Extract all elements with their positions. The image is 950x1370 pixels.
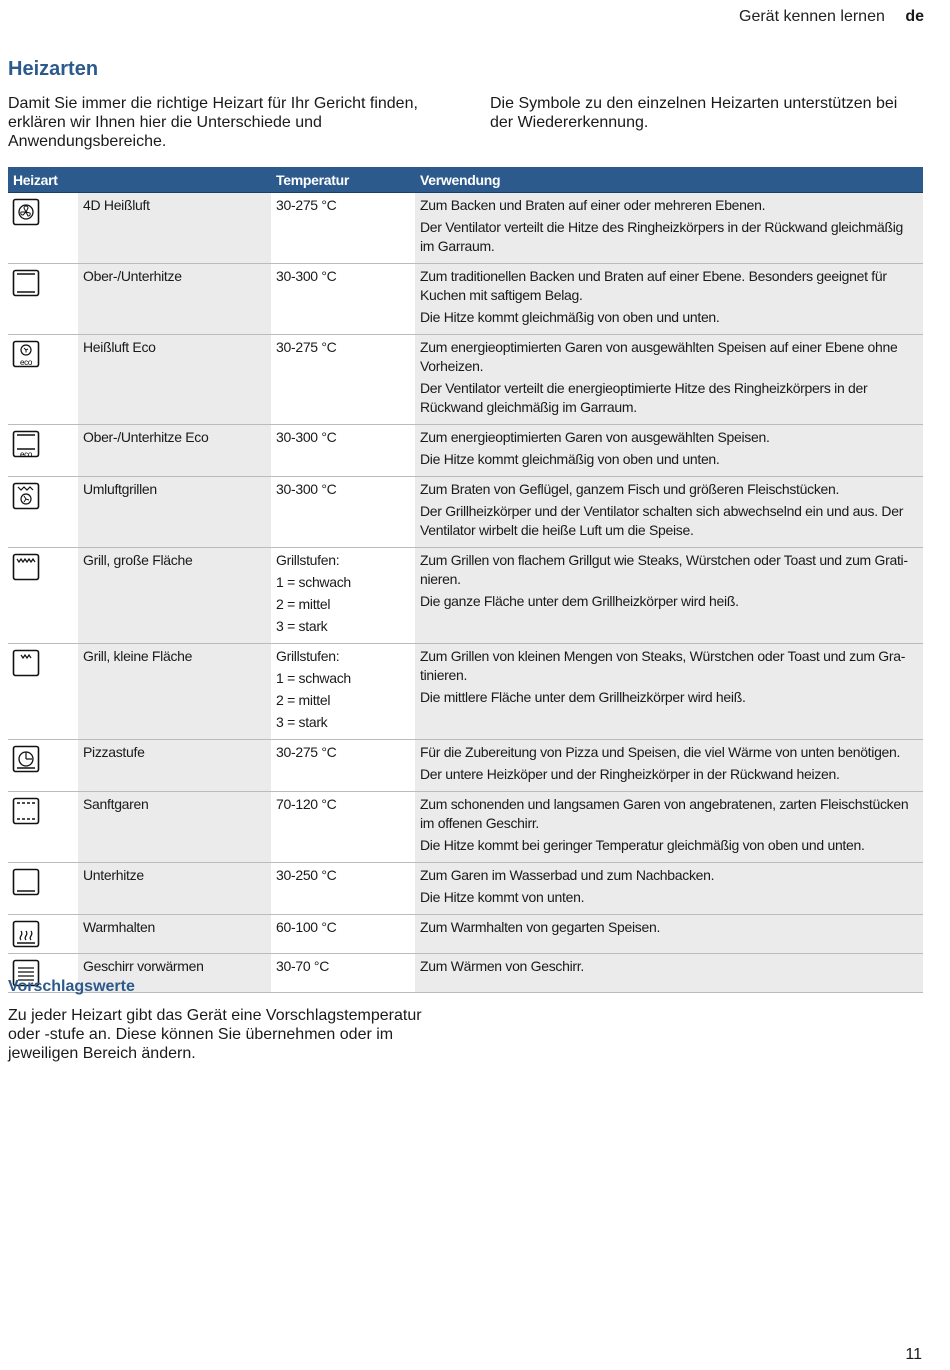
slow-cooking-icon — [12, 797, 74, 825]
mode-name: Umluftgrillen — [78, 477, 271, 548]
table-row — [8, 915, 923, 954]
intro-text-right: Die Symbole zu den einzelnen Heizarten unterstützen bei der Wiedererkennung. — [490, 95, 898, 131]
mode-name: Ober-/Unterhitze Eco — [78, 425, 271, 477]
mode-temperature — [271, 644, 415, 740]
mode-temperature — [271, 954, 415, 993]
mode-icon-cell — [8, 264, 78, 335]
mode-icon-cell — [8, 335, 78, 425]
temperature-line: 3 = stark — [276, 618, 328, 634]
mode-name: Ober-/Unterhitze — [78, 264, 271, 335]
mode-icon-cell — [8, 548, 78, 644]
temperature-line: 1 = schwach — [276, 574, 351, 590]
usage-paragraph: Zum Garen im Wasserbad und zum Nachbacken. — [420, 867, 715, 883]
usage-paragraph: Für die Zubereitung von Pizza und Speisen, die viel Wärme von unten benötigen. — [420, 744, 901, 760]
language-code: de — [905, 8, 924, 25]
mode-temperature — [271, 915, 415, 954]
temperature-line: 3 = stark — [276, 714, 328, 730]
table-row — [8, 644, 923, 740]
usage-paragraph: Zum Wärmen von Geschirr. — [420, 958, 584, 974]
usage-paragraph: Der Ventilator verteilt die energieoptimierte Hitze des Ringheizkörpers in der Rückwand gleichmäßig im Garraum. — [420, 380, 868, 415]
usage-paragraph: Der Ventilator verteilt die Hitze des Ringheizkörpers in der Rückwand gleichmäßig im Garraum. — [420, 219, 904, 254]
temperature-line: Grillstufen: — [276, 552, 340, 568]
mode-usage — [415, 915, 923, 954]
table-row — [8, 264, 923, 335]
table-header-row — [8, 167, 923, 193]
mode-name: Grill, große Fläche — [78, 548, 271, 644]
pizza-setting-icon — [12, 745, 74, 773]
table-row — [8, 548, 923, 644]
usage-paragraph: Der untere Heizköper und der Ringheizkörper in der Rückwand heizen. — [420, 766, 840, 782]
usage-paragraph: Zum schonenden und langsamen Garen von angebratenen, zarten Fleischstücken im offenen Geschirr. — [420, 796, 909, 831]
usage-paragraph: Die Hitze kommt bei geringer Temperatur gleichmäßig von oben und unten. — [420, 837, 865, 853]
mode-name: Grill, kleine Fläche — [78, 644, 271, 740]
mode-usage — [415, 644, 923, 740]
temperature-line: 30-300 °C — [276, 429, 337, 445]
mode-usage — [415, 954, 923, 993]
temperature-line: 30-275 °C — [276, 744, 337, 760]
temperature-line: 70-120 °C — [276, 796, 337, 812]
temperature-line: Grillstufen: — [276, 648, 340, 664]
top-bottom-heat-icon — [12, 269, 74, 297]
mode-icon-cell — [8, 863, 78, 915]
section-title: Gerät kennen lernen — [739, 8, 885, 25]
table-row — [8, 954, 923, 993]
usage-paragraph: Der Grillheizkörper und der Ventilator schalten sich abwechselnd ein und aus. Der Ventilator wirbelt die heiße Luft um die Speise. — [420, 503, 904, 538]
page-number: 11 — [905, 1346, 922, 1363]
mode-usage — [415, 193, 923, 264]
keep-warm-icon — [12, 920, 74, 948]
intro-text-left: Damit Sie immer die richtige Heizart für Ihr Gericht finden, erklären wir Ihnen hier die Unterschiede und Anwendungsbereiche. — [8, 95, 418, 150]
mode-icon-cell — [8, 915, 78, 954]
svg-text:eco: eco — [20, 358, 32, 367]
mode-name: Sanftgaren — [78, 792, 271, 863]
mode-temperature — [271, 193, 415, 264]
mode-name: Warmhalten — [78, 915, 271, 954]
usage-paragraph: Die Hitze kommt von unten. — [420, 889, 585, 905]
suggested-values-heading: Vorschlagswerte — [8, 978, 135, 995]
svg-text:eco: eco — [20, 450, 32, 458]
mode-icon-cell — [8, 477, 78, 548]
mode-temperature — [271, 863, 415, 915]
mode-usage — [415, 335, 923, 425]
table-row — [8, 335, 923, 425]
mode-name: Geschirr vorwärmen — [78, 954, 271, 993]
usage-paragraph: Zum energieoptimierten Garen von ausgewählten Speisen. — [420, 429, 770, 445]
mode-name: 4D Heißluft — [78, 193, 271, 264]
usage-paragraph: Zum Grillen von flachem Grillgut wie Steaks, Würstchen oder Toast und zum Gratinieren. — [420, 552, 909, 587]
usage-paragraph: Die Hitze kommt gleichmäßig von oben und unten. — [420, 451, 720, 467]
usage-paragraph: Die Hitze kommt gleichmäßig von oben und unten. — [420, 309, 720, 325]
bottom-heat-icon — [12, 868, 74, 896]
suggested-values-text: Zu jeder Heizart gibt das Gerät eine Vorschlagstemperatur oder -stufe an. Diese können Sie übernehmen oder im jeweiligen Bereich ändern. — [8, 1007, 422, 1062]
mode-temperature — [271, 425, 415, 477]
table-row — [8, 792, 923, 863]
mode-icon-cell — [8, 425, 78, 477]
usage-paragraph: Die ganze Fläche unter dem Grillheizkörper wird heiß. — [420, 593, 739, 609]
mode-temperature — [271, 477, 415, 548]
page-header — [739, 8, 924, 26]
temperature-line: 30-70 °C — [276, 958, 330, 974]
mode-icon-cell — [8, 193, 78, 264]
mode-temperature — [271, 335, 415, 425]
mode-usage — [415, 792, 923, 863]
mode-icon-cell — [8, 740, 78, 792]
temperature-line: 2 = mittel — [276, 692, 331, 708]
mode-usage — [415, 425, 923, 477]
table-row — [8, 425, 923, 477]
temperature-line: 30-300 °C — [276, 268, 337, 284]
mode-name: Pizzastufe — [78, 740, 271, 792]
mode-name: Unterhitze — [78, 863, 271, 915]
table-row — [8, 740, 923, 792]
mode-usage — [415, 264, 923, 335]
table-row — [8, 477, 923, 548]
column-header-mode: Heizart — [8, 167, 271, 193]
4d-hot-air-icon — [12, 198, 74, 226]
temperature-line: 30-250 °C — [276, 867, 337, 883]
temperature-line: 30-300 °C — [276, 481, 337, 497]
mode-usage — [415, 548, 923, 644]
heating-modes-table — [8, 167, 923, 993]
column-header-temperature: Temperatur — [271, 167, 415, 193]
temperature-line: 30-275 °C — [276, 339, 337, 355]
usage-paragraph: Zum energieoptimierten Garen von ausgewählten Speisen auf einer Ebene ohne Vorheizen. — [420, 339, 898, 374]
mode-icon-cell — [8, 644, 78, 740]
usage-paragraph: Zum Backen und Braten auf einer oder mehreren Ebenen. — [420, 197, 766, 213]
table-row — [8, 863, 923, 915]
mode-temperature — [271, 548, 415, 644]
temperature-line: 1 = schwach — [276, 670, 351, 686]
usage-paragraph: Zum Warmhalten von gegarten Speisen. — [420, 919, 661, 935]
grill-large-icon — [12, 553, 74, 581]
usage-paragraph: Zum Grillen von kleinen Mengen von Steaks, Würstchen oder Toast und zum Gratinieren. — [420, 648, 906, 683]
table-row — [8, 193, 923, 264]
mode-usage — [415, 863, 923, 915]
temperature-line: 30-275 °C — [276, 197, 337, 213]
mode-name: Heißluft Eco — [78, 335, 271, 425]
usage-paragraph: Zum Braten von Geflügel, ganzem Fisch und größeren Fleischstücken. — [420, 481, 840, 497]
mode-icon-cell — [8, 792, 78, 863]
mode-usage — [415, 740, 923, 792]
usage-paragraph: Die mittlere Fläche unter dem Grillheizkörper wird heiß. — [420, 689, 746, 705]
mode-temperature — [271, 792, 415, 863]
temperature-line: 60-100 °C — [276, 919, 337, 935]
grill-small-icon — [12, 649, 74, 677]
usage-paragraph: Zum traditionellen Backen und Braten auf einer Ebene. Besonders geeignet für Kuchen mit saftigem Belag. — [420, 268, 887, 303]
temperature-line: 2 = mittel — [276, 596, 331, 612]
mode-temperature — [271, 740, 415, 792]
mode-usage — [415, 477, 923, 548]
mode-temperature — [271, 264, 415, 335]
circulated-air-grill-icon — [12, 482, 74, 510]
hot-air-eco-icon — [12, 340, 74, 368]
page-title: Heizarten — [8, 58, 99, 80]
column-header-usage: Verwendung — [415, 167, 923, 193]
top-bottom-heat-eco-icon — [12, 430, 74, 458]
